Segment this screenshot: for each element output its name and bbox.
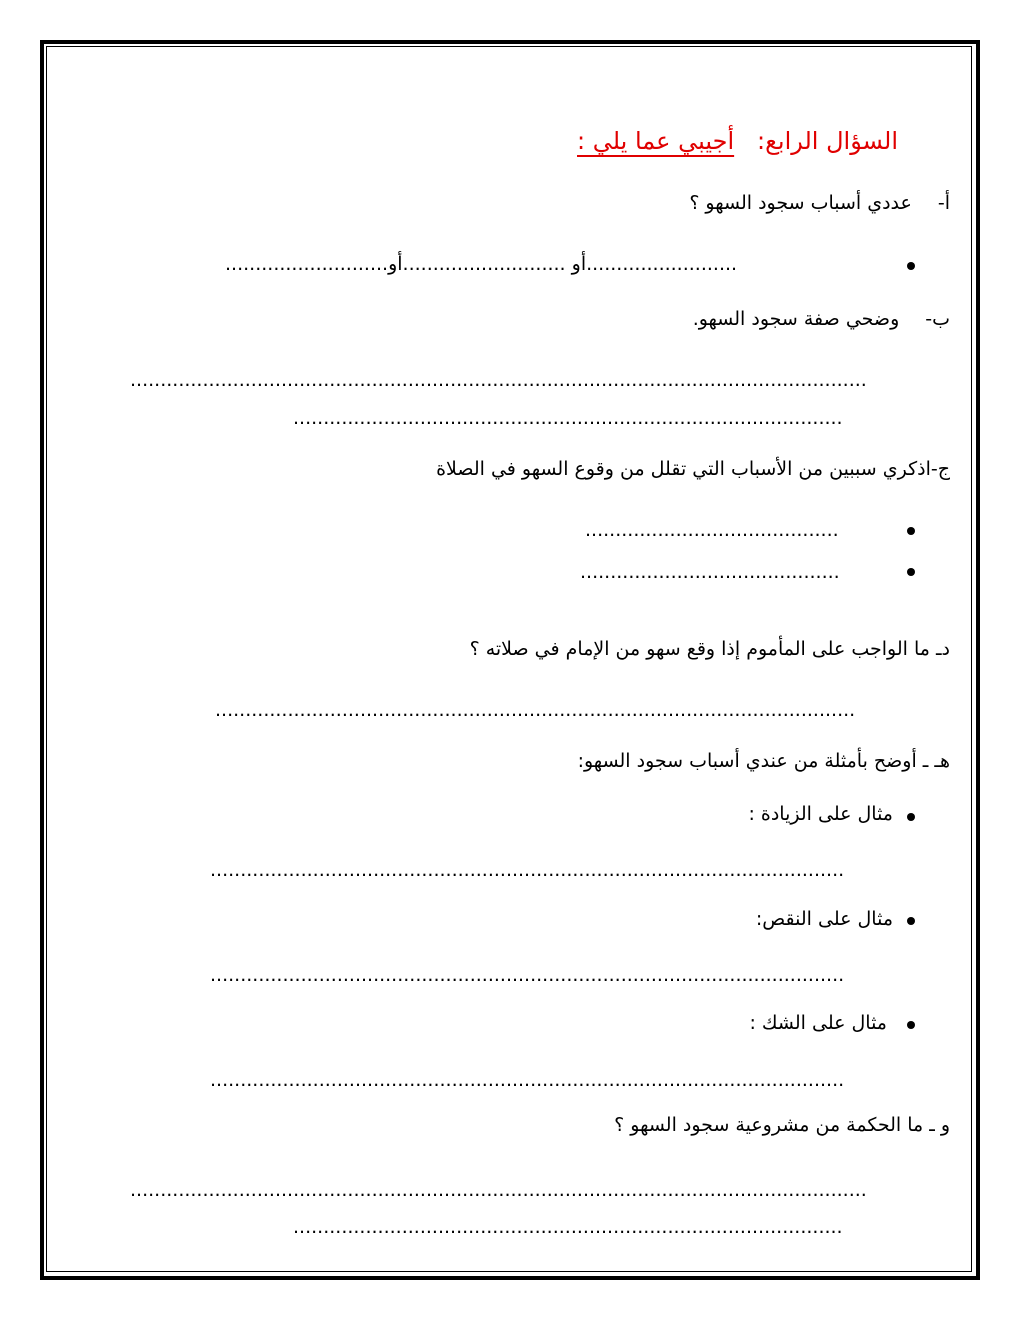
bullet-icon — [907, 568, 915, 576]
answer-e-line-1[interactable]: ......................................................................................................... — [210, 859, 845, 881]
answer-c-bullet-2[interactable]: ........................................... — [580, 561, 840, 583]
question-f-text: و ـ ما الحكمة من مشروعية سجود السهو ؟ — [614, 1114, 950, 1136]
question-e-text: هـ ـ أوضح بأمثلة من عندي أسباب سجود السهو: — [577, 750, 950, 772]
question-b-label: ب- — [925, 308, 950, 330]
question-f — [614, 1112, 950, 1138]
answer-e-line-3[interactable]: ......................................................................................................... — [210, 1069, 845, 1091]
answer-a-blanks[interactable]: ...........................أو ...........................أو......................... — [225, 253, 738, 275]
question-d-text: دـ ما الواجب على المأموم إذا وقع سهو من الإمام في صلاته ؟ — [469, 638, 950, 660]
question-b-text: وضحي صفة سجود السهو. — [692, 308, 900, 330]
question-title-instruction: أجيبي عما يلي : — [577, 127, 735, 155]
bullet-icon — [907, 262, 915, 270]
bullet-icon — [907, 527, 915, 535]
answer-f-line-2[interactable]: ........................................................................................... — [293, 1216, 843, 1238]
example-decrease-label: مثال على النقص: — [755, 908, 893, 930]
answer-f-line-1[interactable]: .......................................................................................................................... — [130, 1179, 867, 1201]
question-a-text: عددي أسباب سجود السهو ؟ — [689, 192, 912, 214]
question-title-label: السؤال الرابع: — [757, 127, 898, 155]
example-increase-label: مثال على الزيادة : — [748, 803, 893, 825]
question-e — [578, 748, 950, 774]
answer-e-line-2[interactable]: ......................................................................................................... — [210, 964, 845, 986]
answer-b-line-1[interactable]: .......................................................................................................................... — [130, 369, 867, 391]
question-title — [577, 125, 898, 157]
answer-b-line-2[interactable]: ........................................................................................... — [293, 407, 843, 429]
bullet-icon — [907, 917, 915, 925]
question-d — [470, 636, 950, 662]
question-a — [689, 190, 950, 216]
question-a-label: أ- — [937, 192, 950, 214]
question-b — [693, 306, 950, 332]
answer-d-line[interactable]: .......................................................................................................... — [215, 699, 856, 721]
question-c-text: ج-اذكري سببين من الأسباب التي تقلل من وقوع السهو في الصلاة — [436, 458, 950, 480]
answer-c-bullet-1[interactable]: .......................................... — [585, 519, 839, 541]
question-c — [436, 456, 950, 482]
example-doubt-label: مثال على الشك : — [749, 1012, 887, 1034]
bullet-icon — [907, 1021, 915, 1029]
bullet-icon — [907, 813, 915, 821]
